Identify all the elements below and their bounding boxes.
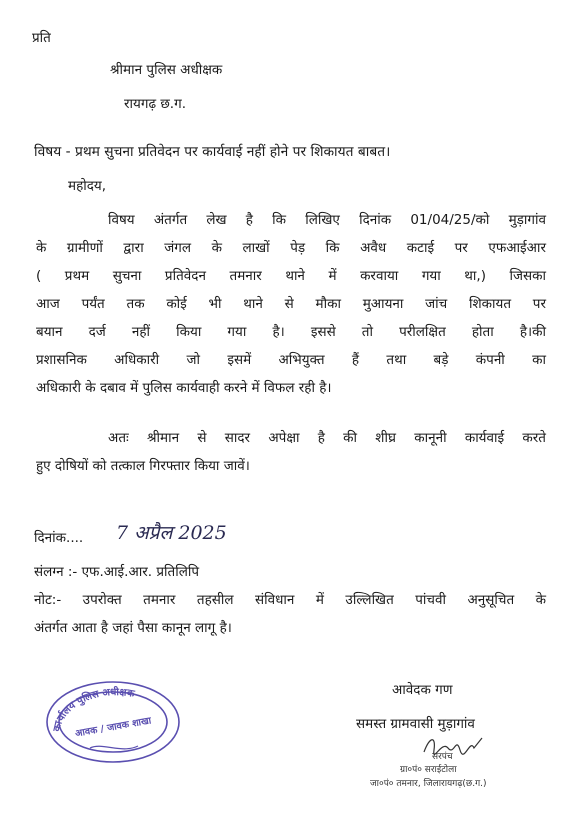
salutation: महोदय, — [68, 178, 107, 194]
seal-center-text: आवक / जावक शाखा — [74, 715, 153, 740]
stamp-line: ग्रा०पं० सराईटोला — [400, 765, 457, 775]
date-handwritten: 7 अप्रैल 2025 — [116, 522, 227, 544]
office-seal — [42, 676, 184, 768]
applicant-label: आवेदक गण — [392, 682, 453, 698]
note-line: नोट:- उपरोक्त तमनार तहसील संविधान में उल्लिखित पांचवी अनुसूचित के — [34, 592, 546, 608]
date-label: दिनांक.... — [34, 530, 84, 546]
paragraph-line: ( प्रथम सुचना प्रतिवेदन तमनार थाने में करवाया गया था,) जिसका — [36, 268, 546, 284]
note-line: अंतर्गत आता है जहां पैसा कानून लागू है। — [34, 620, 232, 636]
paragraph-line: आज पर्यंत तक कोई भी थाने से मौका मुआयना जांच शिकायत पर — [36, 296, 546, 312]
addressee-place: रायगढ़ छ.ग. — [124, 96, 186, 112]
addressee: श्रीमान पुलिस अधीक्षक — [110, 62, 223, 78]
applicant-name: समस्त ग्रामवासी मुड़ागांव — [356, 716, 475, 732]
stamp-line: जा०पं० तमनार, जिलारायगढ़(छ.ग.) — [370, 779, 487, 789]
stamp-line: सरपंच — [432, 752, 453, 762]
paragraph-line: के ग्रामीणों द्वारा जंगल के लाखों पेड़ कि अवैध कटाई पर एफआईआर — [36, 240, 546, 256]
paragraph-line: विषय अंतर्गत लेख है कि लिखिए दिनांक 01/04/25/को मुड़ागांव — [108, 212, 546, 228]
paragraph-line: हुए दोषियों को तत्काल गिरफ्तार किया जावें। — [36, 458, 250, 474]
paragraph-request — [36, 424, 546, 480]
enclosure-line: संलग्न :- एफ.आई.आर. प्रतिलिपि — [34, 564, 200, 580]
paragraph-line: प्रशासनिक अधिकारी जो इसमें अभियुक्त हैं तथा बड़े कंपनी का — [36, 352, 546, 368]
seal-scrawl — [90, 746, 138, 749]
subject-line: विषय - प्रथम सुचना प्रतिवेदन पर कार्यवाई नहीं होने पर शिकायत बाबत। — [34, 144, 391, 160]
paragraph-line: बयान दर्ज नहीं किया गया है। इससे तो परीलक्षित होता है।की — [36, 324, 546, 340]
seal-arc-text: कार्यालय पुलिस अधीक्षक — [51, 687, 136, 733]
note-block — [34, 586, 546, 642]
signature-scribble — [420, 730, 490, 760]
prati-label: प्रति — [32, 30, 51, 46]
paragraph-main — [36, 206, 546, 402]
paragraph-line: अधिकारी के दबाव में पुलिस कार्यवाही करने में विफल रही है। — [36, 380, 332, 396]
paragraph-line: अतः श्रीमान से सादर अपेक्षा है की शीघ्र कानूनी कार्यवाई करते — [108, 430, 546, 446]
